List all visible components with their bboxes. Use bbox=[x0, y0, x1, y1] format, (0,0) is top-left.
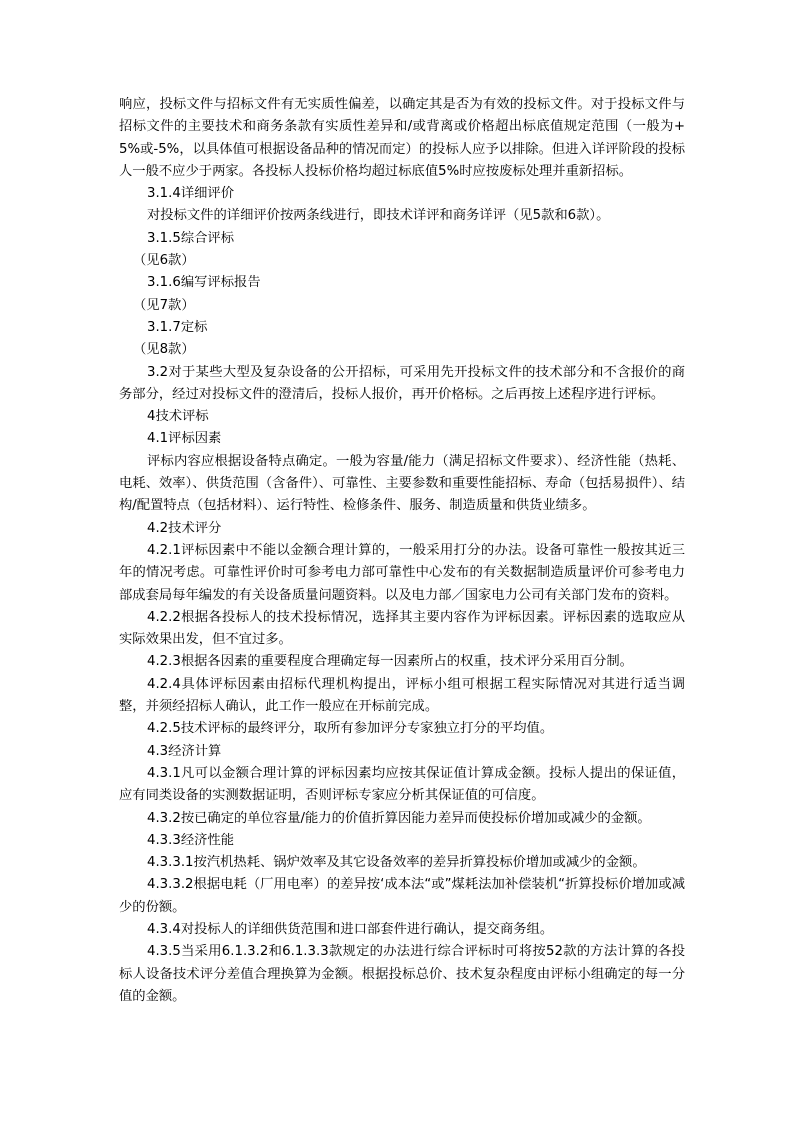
paragraph-3-2: 3.2对于某些大型及复杂设备的公开招标，可采用先开投标文件的技术部分和不含报价的商务部分，经过对投标文件的澄清后，投标人报价，再开价格标。之后再按上述程序进行评标。 bbox=[119, 364, 685, 402]
paragraph-4-3-4: 4.3.4对投标人的详细供货范围和进口部套件进行确认，提交商务组。 bbox=[147, 921, 554, 937]
paragraph-evaluation-content: 评标内容应根据设备特点确定。一般为容量/能力（满足招标文件要求）、经济性能（热耗、电耗、效率）、供货范围（含备件）、可靠性、主要参数和重要性能招标、寿命（包括易损件）、结构/配置特点（包括材料）、运行特性、检修条件、服务、制造质量和供货业绩多。 bbox=[119, 453, 685, 514]
paragraph-4-3-5: 4.3.5当采用6.1.3.2和6.1.3.3款规定的办法进行综合评标时可将按52款的方法计算的各投标人设备技术评分差值合理换算为金额。根据投标总价、技术复杂程度由评标小组确定的每一分值的金额。 bbox=[119, 944, 685, 1004]
heading-4-2: 4.2技术评分 bbox=[147, 520, 222, 536]
paragraph-4-2-2: 4.2.2根据各投标人的技术投标情况，选择其主要内容作为评标因素。评标因素的选取应从实际效果出发，但不宜过多。 bbox=[119, 609, 685, 648]
heading-4-1: 4.1评标因素 bbox=[147, 431, 222, 447]
paragraph-4-3-3-1: 4.3.3.1按汽机热耗、锅炉效率及其它设备效率的差异折算投标价增加或减少的金额。 bbox=[147, 855, 646, 871]
paragraph-4-2-4: 4.2.4具体评标因素由招标代理机构提出，评标小组可根据工程实际情况对其进行适当调整，并须经招标人确认，此工作一般应在开标前完成。 bbox=[119, 676, 685, 715]
paragraph-4-3-3-2: 4.3.3.2根据电耗（厂用电率）的差异按‘成本法“或”煤耗法加补偿装机“折算投标价增加或减少的份额。 bbox=[119, 877, 685, 915]
paragraph-4-2-1: 4.2.1评标因素中不能以金额合理计算的，一般采用打分的办法。设备可靠性一般按其近三年的情况考虑。可靠性评价时可参考电力部可靠性中心发布的有关数据制造质量评价可参考电力部成套局每年编发的有关设备质量问题资料。以及电力部／国家电力公司有关部门发布的资料。 bbox=[119, 542, 685, 603]
heading-4: 4技术评标 bbox=[147, 409, 209, 425]
heading-3-1-6: 3.1.6编写评标报告 bbox=[147, 275, 261, 291]
paragraph-detailed-evaluation: 对投标文件的详细评价按两条线进行，即技术详评和商务详评（见5款和6款）。 bbox=[147, 208, 610, 224]
heading-3-1-7: 3.1.7定标 bbox=[147, 319, 208, 335]
paragraph-4-2-5: 4.2.5技术评标的最终评分，取所有参加评分专家独立打分的平均值。 bbox=[147, 721, 554, 737]
heading-3-1-5: 3.1.5综合评标 bbox=[147, 230, 235, 246]
reference-see-7: （见7款） bbox=[133, 297, 195, 313]
heading-4-3: 4.3经济计算 bbox=[147, 743, 222, 759]
reference-see-6: （见6款） bbox=[133, 253, 195, 269]
heading-4-3-3: 4.3.3经济性能 bbox=[147, 832, 235, 848]
paragraph-bid-response: 响应，投标文件与招标文件有无实质性偏差，以确定其是否为有效的投标文件。对于投标文件与招标文件的主要技术和商务条款有实质性差异和/或背离或价格超出标底值规定范围（一般为+5%或-5%，以具体值可根据设备品种的情况而定）的投标人应予以排除。但进入详评阶段的投标人一般不应少于两家。各投标人投标价格均超过标底值5%时应按废标处理并重新招标。 bbox=[119, 97, 685, 179]
paragraph-4-2-3: 4.2.3根据各因素的重要程度合理确定每一因素所占的权重，技术评分采用百分制。 bbox=[147, 654, 633, 670]
reference-see-8: （见8款） bbox=[133, 342, 195, 358]
paragraph-4-3-2: 4.3.2按已确定的单位容量/能力的价值折算因能力差异而使投标价增加或减少的金额。 bbox=[147, 810, 651, 826]
heading-3-1-4: 3.1.4详细评价 bbox=[147, 186, 235, 202]
document-body bbox=[119, 94, 685, 1008]
paragraph-4-3-1: 4.3.1凡可以金额合理计算的评标因素均应按其保证值计算成金额。投标人提出的保证值，应有同类设备的实测数据证明，否则评标专家应分析其保证值的可信度。 bbox=[119, 765, 685, 804]
